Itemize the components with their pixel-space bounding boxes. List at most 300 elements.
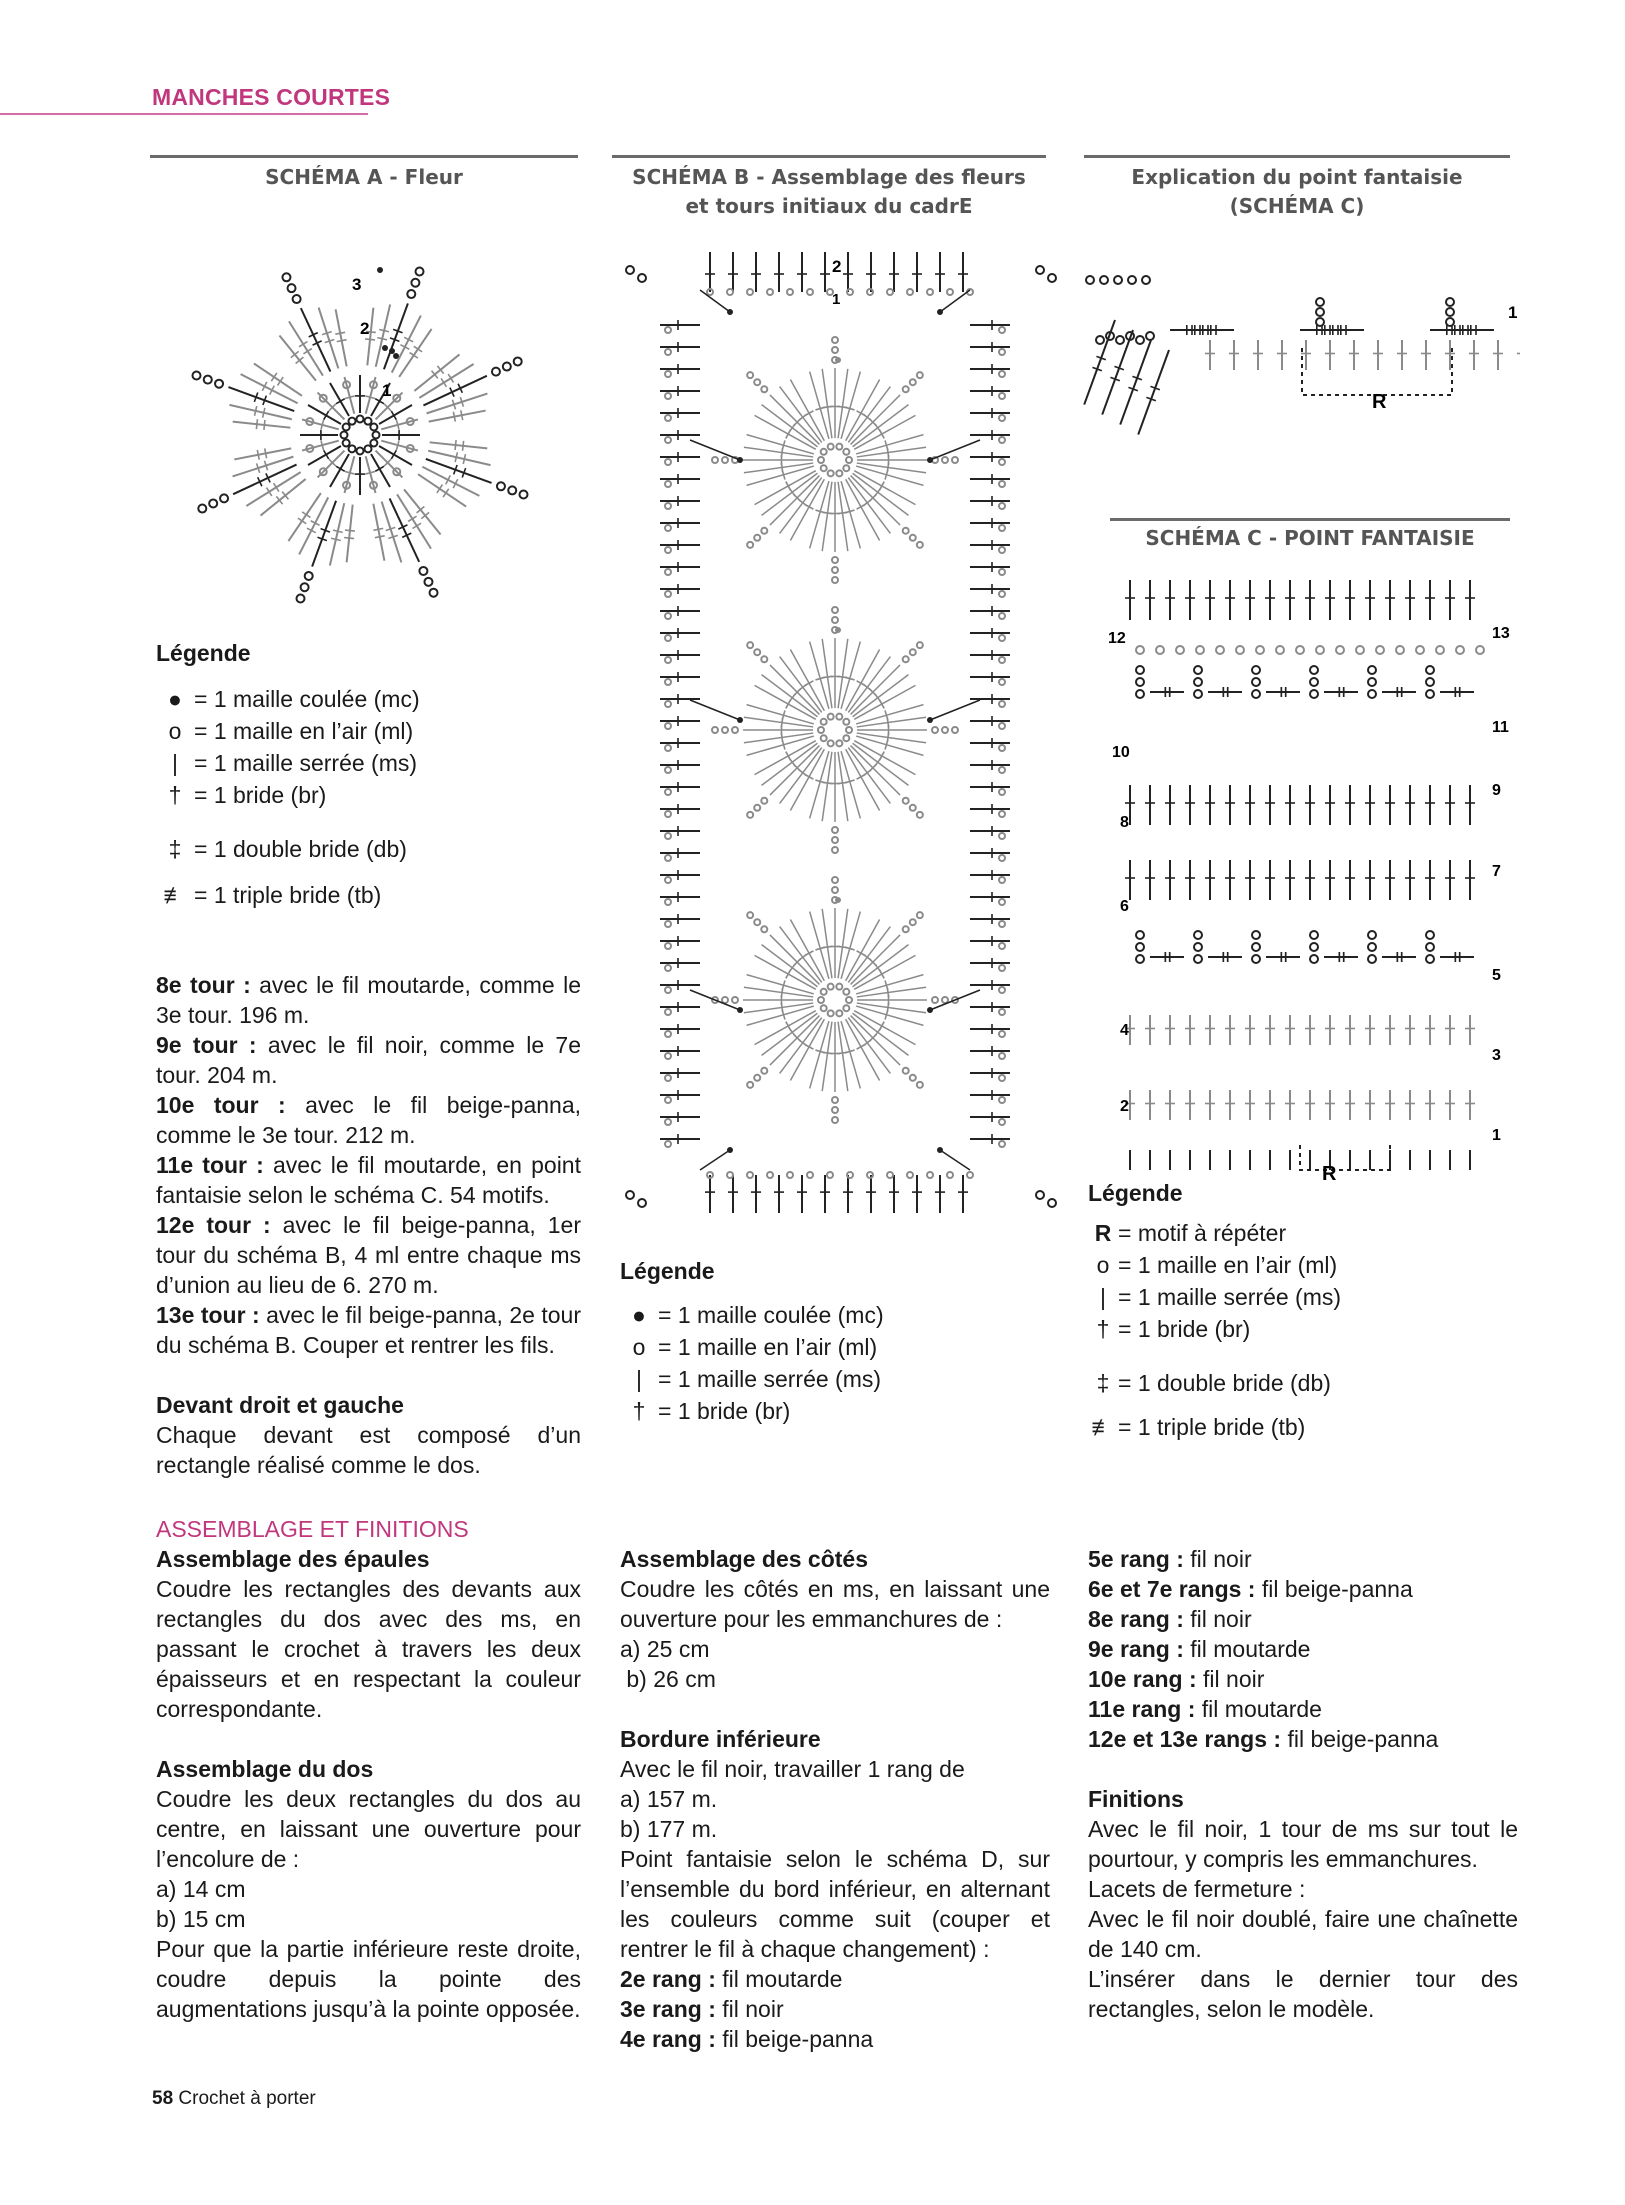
arrow-icon (700, 290, 730, 312)
schema-c-row-8: 8 (1120, 814, 1129, 831)
chain-stitch-mark (665, 371, 671, 377)
finitions-title: Finitions (1088, 1786, 1184, 1812)
stitch-crossbar (410, 353, 418, 359)
chain-stitch-mark (767, 289, 773, 295)
arrow-head-icon (737, 457, 743, 463)
stitch-post (856, 1006, 923, 1025)
stitch-crossbar (786, 482, 791, 491)
chain-stitch-mark (282, 273, 290, 281)
chain-stitch-mark (942, 997, 948, 1003)
chain-stitch-mark (1048, 1199, 1056, 1207)
schema-c-diagram (1100, 570, 1520, 1180)
schema-expl-label-1: 1 (1508, 303, 1518, 322)
stitch-post (857, 717, 926, 727)
legend-a-row: | = 1 maille serrée (ms) (156, 747, 576, 779)
rang-6-7: 6e et 7e rangs : fil beige-panna (1088, 1576, 1413, 1602)
stitch-crossbar (377, 338, 387, 340)
stitch-post (856, 435, 923, 454)
chain-stitch-mark (665, 1119, 671, 1125)
chain-stitch-mark (832, 567, 838, 573)
schema-b-title (612, 163, 1046, 221)
chain-stitch-mark (847, 1172, 853, 1178)
dot-icon: ● (632, 1302, 646, 1328)
chain-stitch-mark (828, 444, 834, 450)
chain-stitch-mark (1128, 276, 1136, 284)
schema-a-label-2: 2 (360, 319, 370, 338)
repeat-bracket (1300, 1145, 1390, 1170)
stitch-post (810, 481, 829, 548)
chain-stitch-mark (843, 735, 849, 741)
chain-stitch-mark (665, 679, 671, 685)
chain-stitch-mark (807, 289, 813, 295)
chain-stitch-mark (1136, 678, 1144, 686)
stitch-post (234, 448, 291, 459)
stitch-post (422, 467, 479, 496)
chain-stitch-mark (665, 327, 671, 333)
chain-stitch-mark (1436, 646, 1444, 654)
stitch-post (390, 498, 420, 561)
stitch-crossbar (463, 454, 465, 464)
stitch-post (747, 736, 814, 755)
tour-11: 11e tour : avec le fil moutarde, en point fantaisie selon le schéma C. 54 motifs. (156, 1152, 581, 1208)
chain-stitch-mark (846, 997, 852, 1003)
arrow-head-icon (727, 309, 733, 315)
chain-stitch-mark (818, 727, 824, 733)
chain-stitch-mark (1316, 298, 1324, 306)
stitch-post (254, 363, 302, 395)
chain-stitch-mark (917, 642, 923, 648)
chain-stitch-mark (999, 327, 1005, 333)
chain-stitch-mark (727, 1172, 733, 1178)
finitions-lacets-text: Avec le fil noir doublé, faire une chaînette de 140 cm. (1088, 1906, 1518, 1962)
chain-stitch-mark (665, 811, 671, 817)
chain-stitch-mark (999, 415, 1005, 421)
stitch-post (399, 329, 431, 377)
chain-stitch-mark (1136, 955, 1144, 963)
schema-expl-title (1084, 163, 1510, 221)
stitch-crossbar (257, 450, 259, 460)
stitch-post (857, 447, 926, 457)
cotes-text: Coudre les côtés en ms, en laissant une ouverture pour les emmanchures de : (620, 1576, 1050, 1632)
stitch-post (404, 489, 441, 534)
chain-stitch-mark (1446, 298, 1454, 306)
chain-stitch-mark (999, 987, 1005, 993)
chain-stitch-mark (1194, 943, 1202, 951)
chain-stitch-mark (910, 379, 916, 385)
arrow-head-icon (937, 1147, 943, 1153)
chain-stitch-mark (665, 481, 671, 487)
chain-stitch-mark (999, 481, 1005, 487)
rang-4: 4e rang : fil beige-panna (620, 2026, 874, 2052)
chain-stitch-mark (204, 376, 212, 384)
stitch-post (430, 442, 488, 448)
stitch-crossbar (379, 330, 389, 332)
tour-10: 10e tour : avec le fil beige-panna, comme le 3e tour. 212 m. (156, 1092, 581, 1148)
chain-stitch-mark (665, 943, 671, 949)
devant-text: Chaque devant est composé d’un rectangle réalisé comme le dos. (156, 1422, 581, 1478)
chain-stitch-mark (917, 542, 923, 548)
stitch-post (856, 705, 923, 724)
chain-stitch-mark (1426, 955, 1434, 963)
chain-stitch-mark (999, 943, 1005, 949)
chain-stitch-mark (1252, 666, 1260, 674)
chain-stitch-mark (1136, 666, 1144, 674)
stitch-post (347, 505, 353, 563)
chain-stitch-mark (999, 855, 1005, 861)
chain-stitch-mark (999, 701, 1005, 707)
stitch-post (299, 497, 328, 554)
chain-stitch-mark (999, 635, 1005, 641)
finitions-text: Avec le fil noir, 1 tour de ms sur tout le pourtour, y compris les emmanchures. (1088, 1816, 1518, 1872)
chain-stitch-mark (1368, 666, 1376, 674)
schema-b-title-line1: SCHÉMA B - Assemblage des fleurs (632, 165, 1026, 189)
stitch-post (744, 717, 813, 727)
chain-stitch-mark (903, 386, 909, 392)
tour-12: 12e tour : avec le fil beige-panna, 1er tour du schéma B, 4 ml entre chaque ms d’union au lieu de 6. 270 m. (156, 1212, 581, 1298)
header-rule (0, 113, 368, 115)
tours-text (156, 970, 581, 1480)
stitch-post (838, 1022, 848, 1091)
chain-stitch-mark (1368, 678, 1376, 686)
stitch-crossbar (443, 489, 449, 497)
stitch-post (838, 482, 848, 551)
chain-stitch-mark (1196, 646, 1204, 654)
chain-stitch-mark (665, 899, 671, 905)
chain-stitch-mark (520, 491, 528, 499)
column-rule-c2 (1110, 518, 1510, 521)
chain-stitch-mark (999, 437, 1005, 443)
chain-stitch-mark (927, 1172, 933, 1178)
legend-a (156, 640, 576, 911)
schema-a-title: SCHÉMA A - Fleur (265, 165, 463, 189)
chain-stitch-mark (1136, 646, 1144, 654)
arrow-head-icon (927, 717, 933, 723)
chain-stitch-mark (1194, 690, 1202, 698)
chain-stitch-mark (1310, 931, 1318, 939)
stitch-crossbar (278, 377, 284, 385)
chain-stitch-mark (999, 965, 1005, 971)
dos-title: Assemblage du dos (156, 1756, 374, 1782)
chain-stitch-mark (665, 745, 671, 751)
bar-icon: | (636, 1366, 642, 1392)
stitch-post (376, 451, 403, 478)
chain-stitch-mark (365, 445, 372, 452)
treble-icon: † (632, 1398, 646, 1424)
slip-stitch-mark (382, 345, 388, 351)
schema-expl-diagram (1080, 240, 1520, 480)
arrow-icon (930, 700, 980, 720)
chain-stitch-mark (952, 457, 958, 463)
bar-icon: | (172, 750, 178, 776)
schema-c-title: SCHÉMA C - POINT FANTAISIE (1145, 526, 1475, 550)
assemblage-col2 (620, 1544, 1050, 2054)
schema-a-diagram (130, 200, 590, 670)
chain-stitch-mark (373, 432, 380, 439)
chain-stitch-mark (1114, 276, 1122, 284)
chain-stitch-mark (999, 1097, 1005, 1103)
rang-3: 3e rang : fil noir (620, 1996, 784, 2022)
legend-a-row: ≢ = 1 triple bride (tb) (156, 879, 576, 911)
chain-stitch-mark (665, 591, 671, 597)
rang-11: 11e rang : fil moutarde (1088, 1696, 1322, 1722)
chain-stitch-mark (761, 926, 767, 932)
chain-stitch-mark (1096, 336, 1104, 344)
dos-text: Coudre les deux rectangles du dos au centre, en laissant une ouverture pour l’encolure de : (156, 1786, 581, 1872)
stitch-post (318, 393, 345, 420)
chain-stitch-mark (209, 499, 217, 507)
chain-stitch-mark (665, 789, 671, 795)
bordure-a: a) 157 m. (620, 1786, 718, 1812)
chain-stitch-mark (821, 989, 827, 995)
chain-stitch-mark (999, 745, 1005, 751)
arrow-icon (700, 1150, 730, 1170)
stitch-crossbar (256, 419, 257, 429)
chain-stitch-mark (1456, 646, 1464, 654)
chain-stitch-mark (999, 1009, 1005, 1015)
chain-stitch-mark (411, 279, 419, 287)
stitch-post (301, 308, 331, 371)
schema-b-diagram (610, 230, 1060, 1250)
chain-stitch-mark (341, 432, 348, 439)
legend-a-row: ‡ = 1 double bride (db) (156, 833, 576, 865)
chain-stitch-mark (1446, 318, 1454, 326)
stitch-post (318, 451, 345, 478)
chain-stitch-mark (747, 642, 753, 648)
stitch-post (747, 1006, 814, 1025)
chain-stitch-mark (787, 289, 793, 295)
chain-stitch-mark (747, 289, 753, 295)
chain-stitch-mark (999, 921, 1005, 927)
chain-stitch-mark (754, 805, 760, 811)
chain-stitch-mark (1368, 690, 1376, 698)
treble-icon: † (168, 782, 182, 808)
chain-stitch-mark (761, 656, 767, 662)
chain-stitch-mark (1252, 690, 1260, 698)
chain-stitch-mark (846, 727, 852, 733)
chain-stitch-mark (1276, 646, 1284, 654)
chain-stitch-mark (1176, 646, 1184, 654)
dos-a: a) 14 cm (156, 1876, 246, 1902)
stitch-post (841, 912, 860, 979)
stitch-crossbar (857, 1044, 866, 1049)
chain-stitch-mark (1136, 690, 1144, 698)
chain-stitch-mark (665, 349, 671, 355)
chain-stitch-mark (787, 1172, 793, 1178)
stitch-post (857, 987, 926, 997)
chain-stitch-mark (903, 1068, 909, 1074)
chain-stitch-mark (1036, 266, 1044, 274)
legend-c-row: † = 1 bride (br) (1088, 1313, 1508, 1345)
rang-9: 9e rang : fil moutarde (1088, 1636, 1311, 1662)
chain-stitch-mark (1316, 318, 1324, 326)
chain-stitch-mark (999, 459, 1005, 465)
chain-stitch-mark (999, 349, 1005, 355)
chain-stitch-mark (903, 926, 909, 932)
cotes-title: Assemblage des côtés (620, 1546, 869, 1572)
legend-b-row: o = 1 maille en l’air (ml) (620, 1331, 1040, 1363)
stitch-post (838, 752, 848, 821)
stitch-post (241, 374, 298, 403)
stitch-crossbar (344, 538, 354, 539)
chain-stitch-mark (665, 767, 671, 773)
chain-stitch-mark (665, 921, 671, 927)
chain-stitch-mark (1426, 943, 1434, 951)
chain-stitch-mark (847, 289, 853, 295)
chain-stitch-mark (1252, 931, 1260, 939)
stitch-post (744, 987, 813, 997)
chain-stitch-mark (832, 887, 838, 893)
chain-stitch-mark (1426, 678, 1434, 686)
chain-stitch-mark (1416, 646, 1424, 654)
chain-stitch-mark (832, 1107, 838, 1113)
chain-stitch-mark (1426, 690, 1434, 698)
stitch-post (319, 308, 339, 369)
chain-stitch-mark (832, 347, 838, 353)
chain-stitch-mark (761, 386, 767, 392)
stitch-crossbar (335, 332, 345, 334)
stitch-post (288, 493, 320, 541)
slip-stitch-mark (389, 348, 395, 354)
legend-b-row: ● = 1 maille coulée (mc) (620, 1299, 1040, 1331)
chain-stitch-mark (999, 1141, 1005, 1147)
chain-stitch-mark (818, 997, 824, 1003)
chain-stitch-mark (932, 997, 938, 1003)
chain-stitch-mark (887, 289, 893, 295)
chain-stitch-mark (1356, 646, 1364, 654)
chain-stitch-mark (665, 1141, 671, 1147)
stitch-post (822, 639, 832, 708)
chain-stitch-mark (1156, 646, 1164, 654)
epaules-title: Assemblage des épaules (156, 1546, 430, 1572)
arrow-head-icon (737, 1007, 743, 1013)
stitch-crossbar (302, 512, 310, 518)
schema-c-row-13: 13 (1492, 625, 1510, 642)
schema-c-row-6: 6 (1120, 898, 1129, 915)
stitch-post (822, 482, 832, 551)
chain-stitch-mark (665, 569, 671, 575)
chain-stitch-mark (1136, 943, 1144, 951)
column-rule-a (150, 155, 578, 158)
arrow-head-icon (737, 717, 743, 723)
chain-stitch-mark (836, 470, 842, 476)
chain-stitch-mark (1336, 646, 1344, 654)
chain-stitch-mark (836, 1010, 842, 1016)
schema-expl-title-line1: Explication du point fantaisie (1131, 165, 1463, 189)
stitch-crossbar (263, 408, 265, 418)
stitch-crossbar (271, 373, 277, 381)
chain-stitch-mark (1476, 646, 1484, 654)
chain-stitch-mark (1368, 931, 1376, 939)
arrow-icon (940, 1150, 970, 1170)
chain-stitch-mark (732, 997, 738, 1003)
chain-stitch-mark (832, 827, 838, 833)
chain-stitch-mark (999, 789, 1005, 795)
arrow-head-icon (927, 457, 933, 463)
chain-stitch-mark (761, 1068, 767, 1074)
schema-b-label-1: 1 (832, 291, 841, 308)
chain-stitch-mark (832, 577, 838, 583)
chain-stitch-mark (910, 535, 916, 541)
devant-title: Devant droit et gauche (156, 1392, 404, 1418)
chain-stitch-mark (754, 919, 760, 925)
stitch-crossbar (786, 752, 791, 761)
slip-stitch-mark (393, 353, 399, 359)
stitch-crossbar (455, 452, 457, 462)
stitch-post (838, 369, 848, 438)
schema-c-row-1: 1 (1492, 1127, 1501, 1144)
legend-c-title: Légende (1088, 1180, 1183, 1206)
stitch-post (822, 1022, 832, 1091)
chain-stitch-mark (665, 833, 671, 839)
stitch-crossbar (879, 700, 884, 709)
stitch-post (822, 752, 832, 821)
legend-a-title: Légende (156, 640, 251, 666)
chain-stitch-mark (430, 589, 438, 597)
chain-stitch-mark (832, 847, 838, 853)
stitch-post (841, 1021, 860, 1088)
chain-stitch-mark (747, 912, 753, 918)
chain-stitch-mark (198, 505, 206, 513)
chain-stitch-mark (1100, 276, 1108, 284)
chain-stitch-mark (732, 727, 738, 733)
ring-icon: o (1096, 1252, 1110, 1278)
chain-stitch-mark (999, 547, 1005, 553)
stitch-post (838, 909, 848, 978)
chain-stitch-mark (407, 290, 415, 298)
chain-stitch-mark (1296, 646, 1304, 654)
stitch-crossbar (857, 504, 866, 509)
stitch-crossbar (805, 681, 814, 686)
chain-stitch-mark (747, 1172, 753, 1178)
chain-stitch-mark (665, 1031, 671, 1037)
stitch-post (233, 457, 294, 477)
chain-stitch-mark (999, 613, 1005, 619)
chain-stitch-mark (1316, 646, 1324, 654)
dos-b: b) 15 cm (156, 1906, 246, 1932)
chain-stitch-mark (903, 798, 909, 804)
stitch-post (414, 354, 459, 391)
chain-stitch-mark (999, 679, 1005, 685)
chain-stitch-mark (821, 1005, 827, 1011)
schema-c-row-12: 12 (1108, 630, 1126, 647)
chain-stitch-mark (1376, 646, 1384, 654)
treble-icon: † (1096, 1316, 1110, 1342)
ring-icon: o (168, 718, 182, 744)
stitch-post (857, 463, 926, 473)
chain-stitch-mark (910, 805, 916, 811)
stitch-post (856, 466, 923, 485)
chain-stitch-mark (1146, 332, 1154, 340)
chain-stitch-mark (722, 727, 728, 733)
chain-stitch-mark (747, 542, 753, 548)
stitch-crossbar (337, 340, 347, 342)
chain-stitch-mark (1256, 646, 1264, 654)
section-title: MANCHES COURTES (152, 84, 391, 110)
stitch-post (822, 369, 832, 438)
arrow-head-icon (927, 1007, 933, 1013)
chain-stitch-mark (999, 503, 1005, 509)
chain-stitch-mark (296, 595, 304, 603)
chain-stitch-mark (288, 284, 296, 292)
bar-icon: | (1100, 1284, 1106, 1310)
chain-stitch-mark (1426, 666, 1434, 674)
cotes-a: a) 25 cm (620, 1636, 710, 1662)
schema-expl-title-line2: (SCHÉMA C) (1229, 194, 1365, 218)
chain-stitch-mark (370, 440, 377, 447)
chain-stitch-mark (927, 289, 933, 295)
chain-stitch-mark (907, 289, 913, 295)
legend-c-row: R = motif à répéter (1088, 1217, 1508, 1249)
